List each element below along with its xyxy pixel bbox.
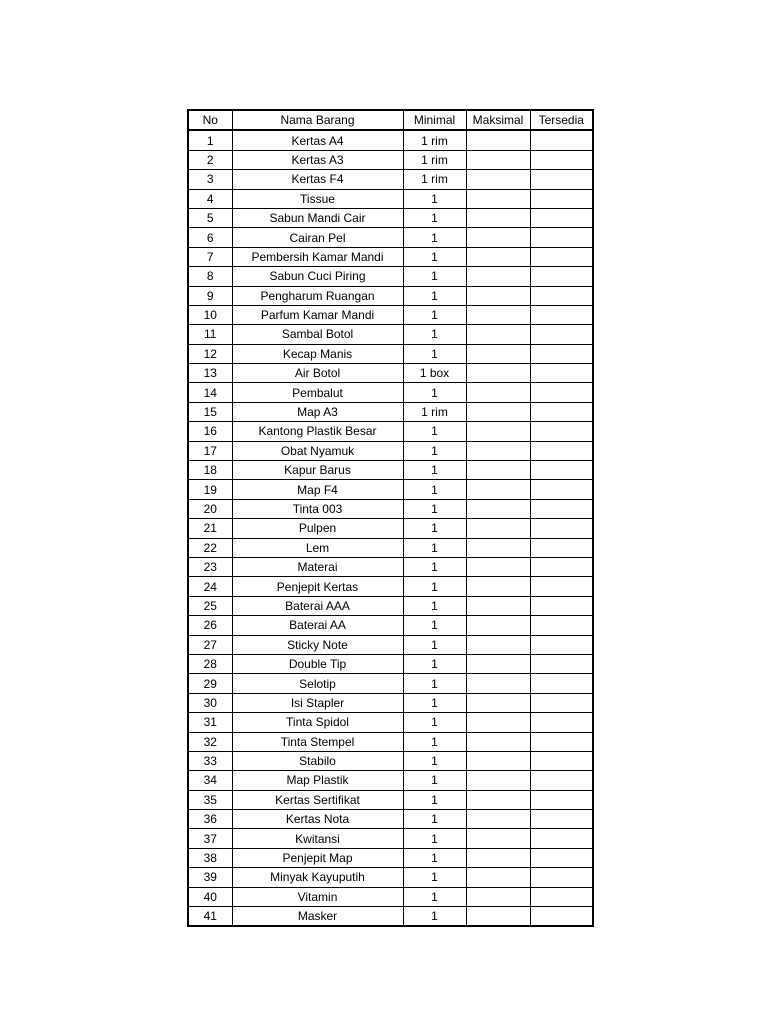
cell-nama-barang: Sabun Cuci Piring: [232, 267, 403, 286]
table-row: [188, 596, 593, 615]
cell-nama-barang: Isi Stapler: [232, 693, 403, 712]
table-row: [188, 907, 593, 927]
cell-minimal: 1: [403, 848, 466, 867]
cell-minimal: 1: [403, 208, 466, 227]
cell-minimal: 1: [403, 790, 466, 809]
table-row: [188, 499, 593, 518]
cell-tersedia: [530, 441, 593, 460]
cell-maksimal: [466, 208, 530, 227]
cell-nama-barang: Double Tip: [232, 654, 403, 673]
table-row: [188, 383, 593, 402]
cell-no: 25: [188, 596, 232, 615]
table-row: [188, 829, 593, 848]
cell-tersedia: [530, 267, 593, 286]
table-row: [188, 130, 593, 150]
cell-nama-barang: Kecap Manis: [232, 344, 403, 363]
cell-no: 13: [188, 364, 232, 383]
cell-maksimal: [466, 674, 530, 693]
cell-nama-barang: Obat Nyamuk: [232, 441, 403, 460]
header-no: No: [188, 110, 232, 130]
cell-no: 27: [188, 635, 232, 654]
cell-no: 31: [188, 713, 232, 732]
cell-tersedia: [530, 693, 593, 712]
cell-tersedia: [530, 150, 593, 169]
cell-maksimal: [466, 383, 530, 402]
cell-maksimal: [466, 654, 530, 673]
table-row: [188, 286, 593, 305]
cell-minimal: 1: [403, 654, 466, 673]
cell-tersedia: [530, 732, 593, 751]
cell-no: 9: [188, 286, 232, 305]
cell-minimal: 1: [403, 771, 466, 790]
cell-minimal: 1: [403, 557, 466, 576]
cell-nama-barang: Kertas Sertifikat: [232, 790, 403, 809]
cell-no: 19: [188, 480, 232, 499]
cell-tersedia: [530, 635, 593, 654]
inventory-table: [187, 109, 594, 927]
cell-tersedia: [530, 383, 593, 402]
table-row: [188, 693, 593, 712]
table-row: [188, 402, 593, 421]
cell-tersedia: [530, 461, 593, 480]
table-header: [188, 110, 593, 130]
cell-maksimal: [466, 635, 530, 654]
cell-no: 24: [188, 577, 232, 596]
cell-minimal: 1: [403, 577, 466, 596]
cell-tersedia: [530, 674, 593, 693]
cell-nama-barang: Penjepit Kertas: [232, 577, 403, 596]
table-row: [188, 771, 593, 790]
cell-minimal: 1: [403, 228, 466, 247]
cell-minimal: 1: [403, 538, 466, 557]
cell-no: 22: [188, 538, 232, 557]
cell-maksimal: [466, 247, 530, 266]
cell-minimal: 1 rim: [403, 402, 466, 421]
cell-maksimal: [466, 577, 530, 596]
cell-minimal: 1: [403, 422, 466, 441]
cell-no: 20: [188, 499, 232, 518]
cell-tersedia: [530, 887, 593, 906]
cell-tersedia: [530, 170, 593, 189]
cell-minimal: 1 rim: [403, 170, 466, 189]
table-row: [188, 538, 593, 557]
table-row: [188, 461, 593, 480]
cell-minimal: 1: [403, 305, 466, 324]
cell-no: 35: [188, 790, 232, 809]
cell-tersedia: [530, 771, 593, 790]
table-body: [188, 130, 593, 926]
cell-tersedia: [530, 577, 593, 596]
cell-no: 28: [188, 654, 232, 673]
cell-nama-barang: Tissue: [232, 189, 403, 208]
cell-no: 8: [188, 267, 232, 286]
cell-nama-barang: Pembersih Kamar Mandi: [232, 247, 403, 266]
cell-nama-barang: Kantong Plastik Besar: [232, 422, 403, 441]
cell-tersedia: [530, 422, 593, 441]
table-row: [188, 674, 593, 693]
cell-no: 30: [188, 693, 232, 712]
table-row: [188, 344, 593, 363]
table-row: [188, 170, 593, 189]
table-row: [188, 325, 593, 344]
cell-minimal: 1: [403, 480, 466, 499]
cell-no: 17: [188, 441, 232, 460]
cell-maksimal: [466, 325, 530, 344]
cell-nama-barang: Minyak Kayuputih: [232, 868, 403, 887]
cell-nama-barang: Sabun Mandi Cair: [232, 208, 403, 227]
cell-minimal: 1: [403, 325, 466, 344]
cell-maksimal: [466, 616, 530, 635]
cell-maksimal: [466, 790, 530, 809]
cell-maksimal: [466, 557, 530, 576]
cell-tersedia: [530, 538, 593, 557]
table-row: [188, 305, 593, 324]
table-row: [188, 441, 593, 460]
table-row: [188, 751, 593, 770]
cell-nama-barang: Air Botol: [232, 364, 403, 383]
cell-minimal: 1: [403, 868, 466, 887]
cell-nama-barang: Pembalut: [232, 383, 403, 402]
inventory-sheet: [187, 109, 594, 927]
cell-maksimal: [466, 422, 530, 441]
table-row: [188, 189, 593, 208]
cell-maksimal: [466, 829, 530, 848]
cell-nama-barang: Vitamin: [232, 887, 403, 906]
cell-nama-barang: Materai: [232, 557, 403, 576]
header-maksimal: Maksimal: [466, 110, 530, 130]
cell-tersedia: [530, 480, 593, 499]
cell-minimal: 1: [403, 344, 466, 363]
cell-no: 3: [188, 170, 232, 189]
cell-minimal: 1: [403, 441, 466, 460]
cell-tersedia: [530, 499, 593, 518]
cell-nama-barang: Tinta Spidol: [232, 713, 403, 732]
cell-no: 29: [188, 674, 232, 693]
cell-no: 10: [188, 305, 232, 324]
table-row: [188, 635, 593, 654]
cell-minimal: 1: [403, 732, 466, 751]
cell-minimal: 1: [403, 383, 466, 402]
cell-minimal: 1 box: [403, 364, 466, 383]
cell-nama-barang: Baterai AA: [232, 616, 403, 635]
table-row: [188, 480, 593, 499]
cell-tersedia: [530, 344, 593, 363]
cell-nama-barang: Baterai AAA: [232, 596, 403, 615]
cell-nama-barang: Map Plastik: [232, 771, 403, 790]
cell-minimal: 1: [403, 596, 466, 615]
cell-no: 6: [188, 228, 232, 247]
cell-maksimal: [466, 848, 530, 867]
cell-minimal: 1: [403, 887, 466, 906]
table-row: [188, 810, 593, 829]
cell-minimal: 1: [403, 829, 466, 848]
cell-minimal: 1 rim: [403, 130, 466, 150]
table-row: [188, 790, 593, 809]
cell-maksimal: [466, 228, 530, 247]
cell-nama-barang: Kapur Barus: [232, 461, 403, 480]
cell-minimal: 1: [403, 267, 466, 286]
cell-no: 1: [188, 130, 232, 150]
cell-no: 41: [188, 907, 232, 927]
cell-maksimal: [466, 267, 530, 286]
cell-nama-barang: Selotip: [232, 674, 403, 693]
cell-maksimal: [466, 868, 530, 887]
cell-nama-barang: Kertas F4: [232, 170, 403, 189]
cell-minimal: 1: [403, 907, 466, 927]
table-row: [188, 887, 593, 906]
table-row: [188, 422, 593, 441]
cell-nama-barang: Tinta Stempel: [232, 732, 403, 751]
table-row: [188, 848, 593, 867]
cell-no: 7: [188, 247, 232, 266]
cell-tersedia: [530, 790, 593, 809]
table-row: [188, 267, 593, 286]
cell-no: 37: [188, 829, 232, 848]
table-row: [188, 654, 593, 673]
cell-maksimal: [466, 907, 530, 927]
cell-maksimal: [466, 344, 530, 363]
cell-no: 11: [188, 325, 232, 344]
table-row: [188, 713, 593, 732]
cell-tersedia: [530, 616, 593, 635]
cell-no: 14: [188, 383, 232, 402]
cell-tersedia: [530, 810, 593, 829]
cell-nama-barang: Parfum Kamar Mandi: [232, 305, 403, 324]
cell-minimal: 1: [403, 751, 466, 770]
table-row: [188, 616, 593, 635]
cell-tersedia: [530, 868, 593, 887]
table-row: [188, 732, 593, 751]
cell-no: 39: [188, 868, 232, 887]
cell-minimal: 1: [403, 635, 466, 654]
cell-tersedia: [530, 596, 593, 615]
cell-maksimal: [466, 519, 530, 538]
cell-nama-barang: Lem: [232, 538, 403, 557]
cell-nama-barang: Sticky Note: [232, 635, 403, 654]
cell-maksimal: [466, 732, 530, 751]
table-row: [188, 228, 593, 247]
cell-minimal: 1 rim: [403, 150, 466, 169]
cell-no: 5: [188, 208, 232, 227]
cell-maksimal: [466, 771, 530, 790]
cell-no: 32: [188, 732, 232, 751]
cell-tersedia: [530, 402, 593, 421]
cell-nama-barang: Kwitansi: [232, 829, 403, 848]
cell-no: 34: [188, 771, 232, 790]
cell-maksimal: [466, 189, 530, 208]
cell-minimal: 1: [403, 693, 466, 712]
table-row: [188, 364, 593, 383]
cell-nama-barang: Map A3: [232, 402, 403, 421]
cell-tersedia: [530, 654, 593, 673]
cell-minimal: 1: [403, 519, 466, 538]
cell-nama-barang: Kertas Nota: [232, 810, 403, 829]
table-row: [188, 868, 593, 887]
table-row: [188, 557, 593, 576]
cell-tersedia: [530, 751, 593, 770]
header-minimal: Minimal: [403, 110, 466, 130]
cell-maksimal: [466, 499, 530, 518]
cell-no: 21: [188, 519, 232, 538]
cell-tersedia: [530, 829, 593, 848]
cell-no: 26: [188, 616, 232, 635]
cell-no: 36: [188, 810, 232, 829]
cell-tersedia: [530, 189, 593, 208]
cell-nama-barang: Map F4: [232, 480, 403, 499]
cell-nama-barang: Tinta 003: [232, 499, 403, 518]
cell-tersedia: [530, 907, 593, 927]
cell-tersedia: [530, 557, 593, 576]
cell-maksimal: [466, 596, 530, 615]
cell-minimal: 1: [403, 461, 466, 480]
cell-maksimal: [466, 713, 530, 732]
cell-no: 40: [188, 887, 232, 906]
cell-nama-barang: Stabilo: [232, 751, 403, 770]
cell-tersedia: [530, 130, 593, 150]
cell-maksimal: [466, 461, 530, 480]
cell-no: 15: [188, 402, 232, 421]
cell-nama-barang: Kertas A4: [232, 130, 403, 150]
cell-no: 33: [188, 751, 232, 770]
cell-nama-barang: Sambal Botol: [232, 325, 403, 344]
cell-no: 23: [188, 557, 232, 576]
cell-no: 2: [188, 150, 232, 169]
cell-tersedia: [530, 228, 593, 247]
cell-tersedia: [530, 247, 593, 266]
cell-minimal: 1: [403, 713, 466, 732]
cell-no: 18: [188, 461, 232, 480]
cell-maksimal: [466, 887, 530, 906]
cell-minimal: 1: [403, 616, 466, 635]
cell-maksimal: [466, 150, 530, 169]
cell-no: 38: [188, 848, 232, 867]
cell-no: 12: [188, 344, 232, 363]
cell-nama-barang: Kertas A3: [232, 150, 403, 169]
cell-minimal: 1: [403, 189, 466, 208]
cell-maksimal: [466, 305, 530, 324]
table-row: [188, 577, 593, 596]
cell-tersedia: [530, 519, 593, 538]
cell-maksimal: [466, 693, 530, 712]
cell-maksimal: [466, 810, 530, 829]
cell-tersedia: [530, 208, 593, 227]
cell-maksimal: [466, 538, 530, 557]
cell-maksimal: [466, 480, 530, 499]
cell-maksimal: [466, 130, 530, 150]
cell-tersedia: [530, 325, 593, 344]
cell-minimal: 1: [403, 286, 466, 305]
cell-maksimal: [466, 170, 530, 189]
cell-nama-barang: Penjepit Map: [232, 848, 403, 867]
cell-maksimal: [466, 441, 530, 460]
cell-nama-barang: Cairan Pel: [232, 228, 403, 247]
header-row: [188, 110, 593, 130]
cell-minimal: 1: [403, 810, 466, 829]
cell-tersedia: [530, 305, 593, 324]
cell-no: 16: [188, 422, 232, 441]
cell-minimal: 1: [403, 247, 466, 266]
header-tersedia: Tersedia: [530, 110, 593, 130]
cell-tersedia: [530, 286, 593, 305]
table-row: [188, 247, 593, 266]
cell-tersedia: [530, 713, 593, 732]
cell-maksimal: [466, 286, 530, 305]
table-row: [188, 208, 593, 227]
header-nama-barang: Nama Barang: [232, 110, 403, 130]
table-row: [188, 150, 593, 169]
cell-maksimal: [466, 364, 530, 383]
cell-nama-barang: Pulpen: [232, 519, 403, 538]
cell-tersedia: [530, 848, 593, 867]
cell-no: 4: [188, 189, 232, 208]
cell-tersedia: [530, 364, 593, 383]
cell-minimal: 1: [403, 674, 466, 693]
cell-nama-barang: Pengharum Ruangan: [232, 286, 403, 305]
cell-maksimal: [466, 751, 530, 770]
cell-minimal: 1: [403, 499, 466, 518]
table-row: [188, 519, 593, 538]
cell-nama-barang: Masker: [232, 907, 403, 927]
cell-maksimal: [466, 402, 530, 421]
